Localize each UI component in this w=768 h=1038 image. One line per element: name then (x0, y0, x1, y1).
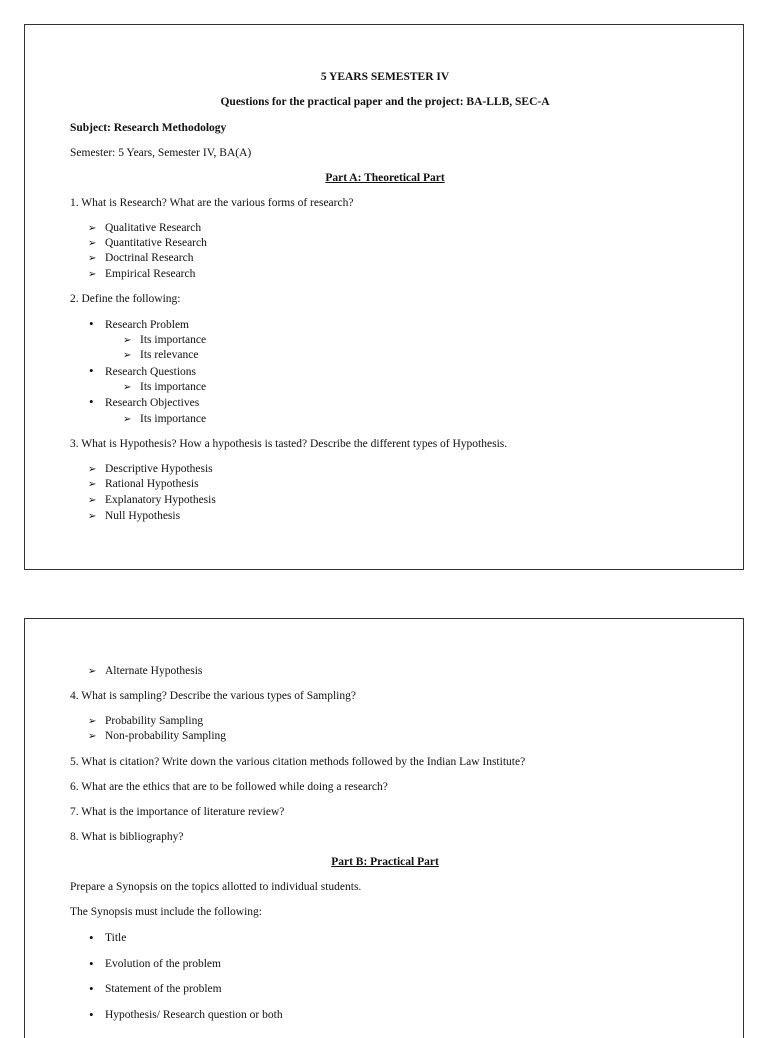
list-item: Rational Hypothesis (105, 478, 199, 490)
question-4: 4. What is sampling? Describe the various types of Sampling? (70, 690, 356, 702)
page-subtitle: Questions for the practical paper and the project: BA-LLB, SEC-A (220, 96, 550, 108)
list-item: Explanatory Hypothesis (105, 494, 216, 506)
sub-list-item: Its importance (140, 381, 207, 393)
sub-list-item: Its importance (140, 413, 207, 425)
question-1: 1. What is Research? What are the various forms of research? (70, 197, 354, 209)
arrow-bullet-icon: ➢ (123, 414, 132, 425)
list-item: Descriptive Hypothesis (105, 463, 213, 475)
arrow-bullet-icon: ➢ (88, 731, 97, 742)
list-item: Empirical Research (105, 268, 196, 280)
arrow-bullet-icon: ➢ (88, 223, 97, 234)
list-item: Title (105, 932, 127, 944)
bullet-icon: • (89, 1007, 94, 1022)
page-title: 5 YEARS SEMESTER IV (320, 71, 450, 83)
list-item: Probability Sampling (105, 715, 204, 727)
list-item: Qualitative Research (105, 222, 202, 234)
sub-list-item: Its relevance (140, 349, 199, 361)
question-3: 3. What is Hypothesis? How a hypothesis is tasted? Describe the different types of Hypothesis. (70, 438, 508, 450)
list-item: Alternate Hypothesis (105, 665, 203, 677)
question-2: 2. Define the following: (70, 293, 181, 305)
arrow-bullet-icon: ➢ (88, 253, 97, 264)
arrow-bullet-icon: ➢ (88, 269, 97, 280)
question-7: 7. What is the importance of literature review? (70, 806, 285, 818)
arrow-bullet-icon: ➢ (123, 350, 132, 361)
arrow-bullet-icon: ➢ (88, 495, 97, 506)
bullet-icon: • (89, 981, 94, 996)
arrow-bullet-icon: ➢ (88, 716, 97, 727)
bullet-icon: • (89, 316, 94, 331)
list-item: Research Objectives (105, 397, 200, 409)
list-item: Doctrinal Research (105, 252, 194, 264)
list-item: Research Questions (105, 366, 197, 378)
question-5: 5. What is citation? Write down the various citation methods followed by the Indian Law Institute? (70, 756, 526, 768)
semester-line: Semester: 5 Years, Semester IV, BA(A) (70, 147, 252, 159)
bullet-icon: • (89, 363, 94, 378)
bullet-icon: • (89, 930, 94, 945)
list-item: Null Hypothesis (105, 510, 181, 522)
arrow-bullet-icon: ➢ (88, 464, 97, 475)
arrow-bullet-icon: ➢ (123, 335, 132, 346)
arrow-bullet-icon: ➢ (88, 666, 97, 677)
sub-list-item: Its importance (140, 334, 207, 346)
list-item: Statement of the problem (105, 983, 222, 995)
arrow-bullet-icon: ➢ (123, 382, 132, 393)
list-item: Non-probability Sampling (105, 730, 227, 742)
document-page-2 (24, 618, 744, 1038)
list-item: Hypothesis/ Research question or both (105, 1009, 283, 1021)
bullet-icon: • (89, 394, 94, 409)
subject-line: Subject: Research Methodology (70, 122, 227, 134)
include-line: The Synopsis must include the following: (70, 906, 262, 918)
part-a-heading: Part A: Theoretical Part (325, 172, 445, 184)
bullet-icon: • (89, 956, 94, 971)
list-item: Evolution of the problem (105, 958, 221, 970)
arrow-bullet-icon: ➢ (88, 238, 97, 249)
list-item: Quantitative Research (105, 237, 207, 249)
question-6: 6. What are the ethics that are to be followed while doing a research? (70, 781, 388, 793)
document-page-1 (24, 24, 744, 570)
question-8: 8. What is bibliography? (70, 831, 184, 843)
prepare-line: Prepare a Synopsis on the topics allotted to individual students. (70, 881, 362, 893)
list-item: Research Problem (105, 319, 189, 331)
arrow-bullet-icon: ➢ (88, 479, 97, 490)
part-b-heading: Part B: Practical Part (331, 856, 439, 868)
arrow-bullet-icon: ➢ (88, 511, 97, 522)
